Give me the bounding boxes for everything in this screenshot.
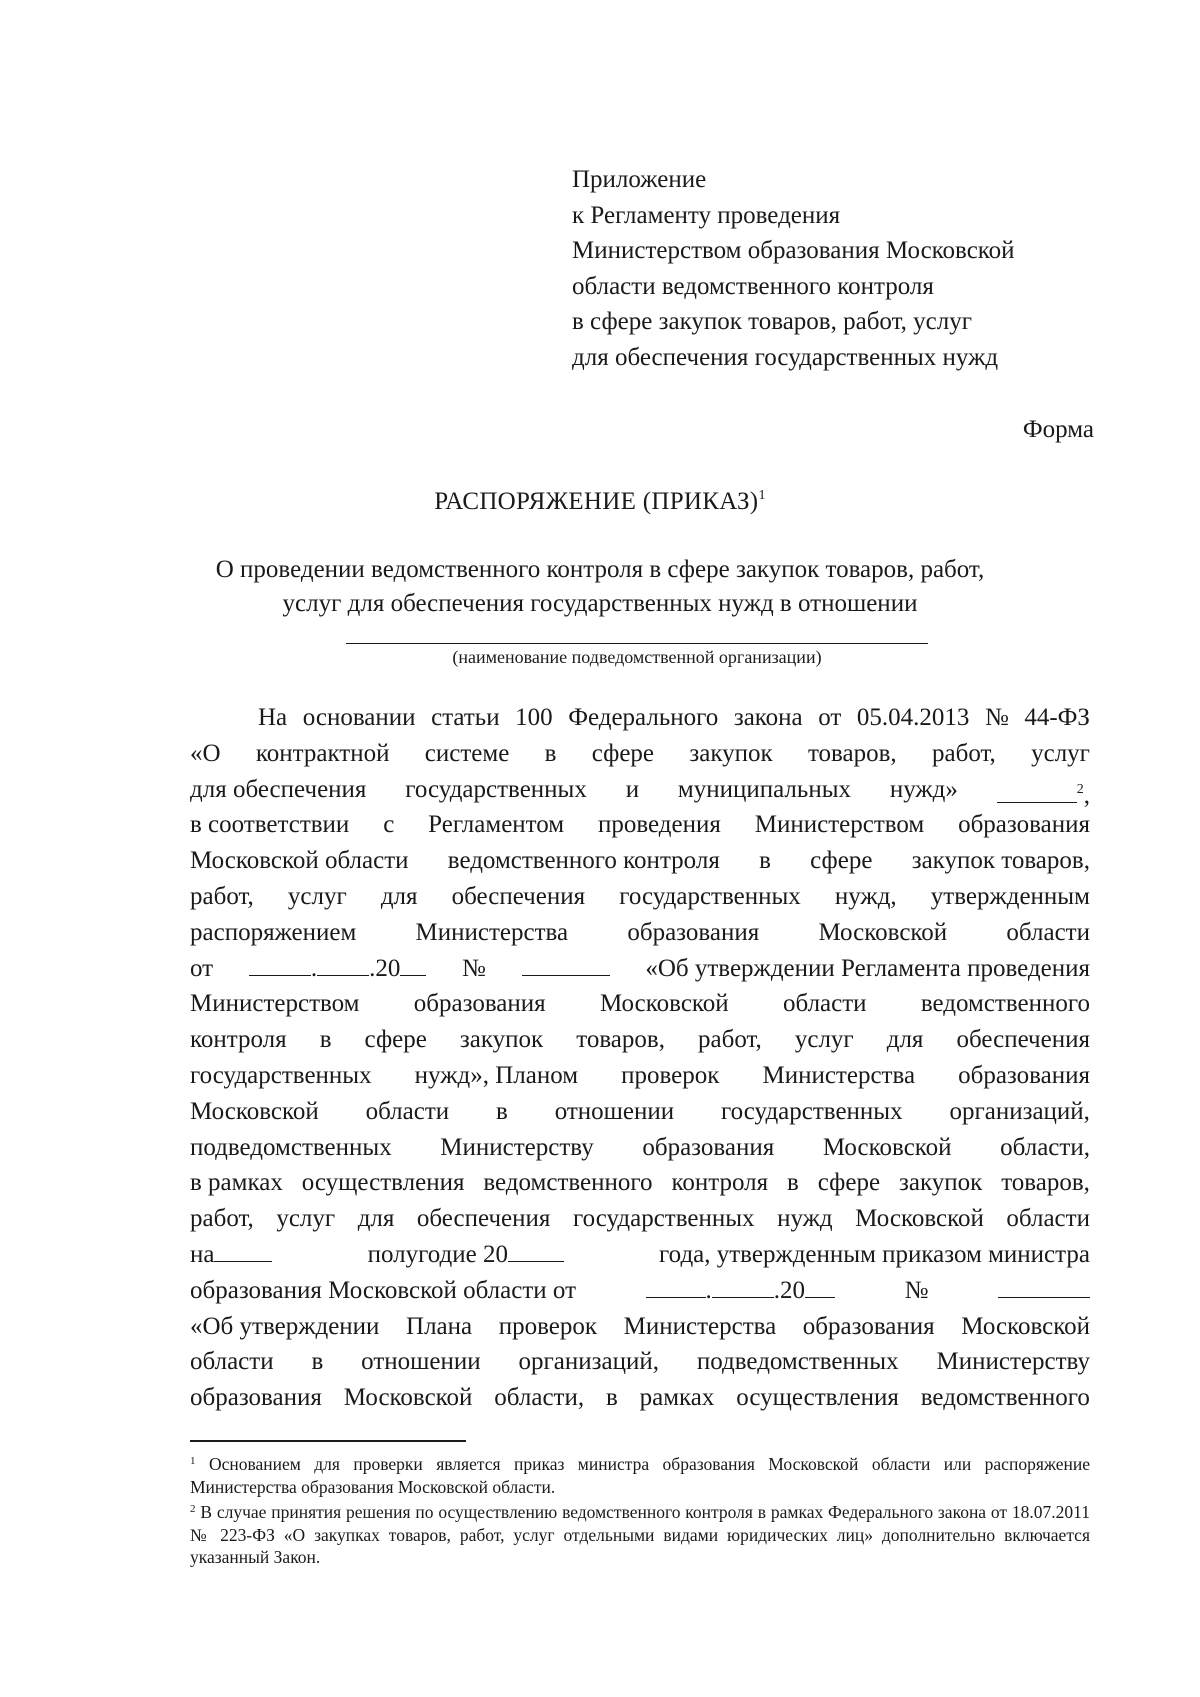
appendix-line: в сфере закупок товаров, работ, услуг bbox=[572, 308, 972, 335]
body-word: Регламентом bbox=[428, 811, 565, 839]
body-word: осуществления bbox=[301, 1169, 465, 1197]
body-word: Министерством bbox=[754, 811, 925, 839]
body-word: работ, bbox=[190, 1205, 254, 1233]
body-line bbox=[190, 700, 1090, 736]
body-word: «Об утверждении Регламента проведения bbox=[645, 954, 1090, 982]
body-line bbox=[190, 1309, 1090, 1345]
body-word: области, bbox=[1000, 1133, 1090, 1161]
body-word: сфере bbox=[591, 739, 655, 767]
body-word: для обеспечения bbox=[190, 775, 367, 803]
body-line bbox=[190, 1058, 1090, 1094]
period-blank: на bbox=[190, 1237, 272, 1273]
appendix-header bbox=[572, 162, 1092, 375]
body-word: контроля bbox=[190, 1026, 287, 1054]
number-blank bbox=[522, 951, 610, 987]
body-word: услуг bbox=[794, 1026, 854, 1054]
body-word: работ, bbox=[932, 739, 996, 767]
body-word: закупок bbox=[689, 739, 773, 767]
body-word: области bbox=[190, 1348, 274, 1376]
body-word: Федерального bbox=[568, 704, 719, 731]
appendix-line: области ведомственного контроля bbox=[572, 272, 934, 300]
appendix-line: к Регламенту проведения bbox=[572, 201, 841, 229]
appendix-line: для обеспечения государственных нужд bbox=[572, 343, 999, 371]
body-word: На bbox=[258, 704, 288, 731]
body-line bbox=[190, 915, 1090, 951]
body-word: с bbox=[383, 811, 395, 839]
date-blank: . .20 bbox=[646, 1273, 836, 1309]
footnotes bbox=[190, 1450, 1090, 1569]
body-word: сфере bbox=[817, 1169, 881, 1197]
body-line bbox=[190, 879, 1090, 915]
body-word: подведомственных bbox=[190, 1133, 392, 1161]
body-word: осуществления bbox=[736, 1384, 899, 1412]
body-line bbox=[190, 1022, 1090, 1058]
body-line bbox=[190, 1130, 1090, 1166]
body-word: государственных bbox=[405, 775, 587, 803]
body-word: подведомственных bbox=[696, 1348, 899, 1376]
body-word: года, утвержденным приказом министра bbox=[659, 1240, 1090, 1268]
body-word: образования bbox=[190, 1384, 322, 1412]
body-word: Московской области bbox=[190, 847, 409, 875]
body-word: Московской bbox=[855, 1205, 984, 1233]
body-word: ведомственного контроля bbox=[447, 847, 720, 875]
body-word: утвержденным bbox=[930, 882, 1090, 910]
subtitle-line: О проведении ведомственного контроля в сфере закупок товаров, работ, bbox=[215, 556, 985, 583]
body-word: нужд» bbox=[889, 775, 958, 803]
body-word: нужд, bbox=[834, 882, 897, 910]
body-word: от bbox=[818, 704, 842, 731]
body-word: отношении bbox=[554, 1097, 675, 1125]
body-line bbox=[190, 1094, 1090, 1130]
body-word: в bbox=[787, 1169, 799, 1197]
form-label: Форма bbox=[1022, 416, 1094, 443]
body-word: 05.04.2013 bbox=[856, 704, 970, 731]
body-word: государственных bbox=[572, 1205, 755, 1233]
blank-field bbox=[249, 953, 311, 976]
blank-field bbox=[712, 1275, 774, 1298]
body-word: отношении bbox=[361, 1348, 481, 1376]
body-line bbox=[190, 1344, 1090, 1380]
body-word: обеспечения bbox=[451, 882, 586, 910]
blank-field bbox=[646, 1275, 706, 1298]
document-subtitle bbox=[0, 553, 1200, 621]
body-word: «О bbox=[190, 739, 221, 767]
body-line bbox=[190, 843, 1090, 879]
body-word: Московской bbox=[818, 918, 948, 946]
footnote-number: 2 bbox=[190, 1503, 196, 1515]
body-line bbox=[190, 1201, 1090, 1237]
body-word: муниципальных bbox=[677, 775, 851, 803]
body-word: услуг bbox=[1031, 739, 1090, 767]
body-word: «Об утверждении bbox=[190, 1312, 380, 1340]
body-word: проверок bbox=[498, 1312, 598, 1340]
body-word: обеспечения bbox=[956, 1026, 1090, 1054]
body-word: закупок bbox=[898, 1169, 983, 1197]
body-word: контрактной bbox=[255, 739, 390, 767]
body-word: области, bbox=[494, 1384, 585, 1412]
body-word: товаров, bbox=[1001, 1169, 1090, 1197]
date-blank: . .20 bbox=[249, 951, 427, 987]
body-word: № bbox=[904, 1276, 929, 1304]
body-word: 100 bbox=[515, 704, 553, 731]
body-word: товаров, bbox=[576, 1026, 665, 1054]
blank-with-footnote: $^2$, bbox=[997, 772, 1090, 808]
footnote-number: 1 bbox=[190, 1455, 196, 1467]
blank-field bbox=[997, 780, 1077, 803]
body-line bbox=[190, 736, 1090, 772]
document-body bbox=[190, 700, 1090, 1416]
body-word: 44-ФЗ bbox=[1024, 704, 1090, 731]
body-word: организаций, bbox=[518, 1348, 659, 1376]
body-word: области bbox=[1006, 918, 1090, 946]
body-word: закона bbox=[733, 704, 803, 731]
body-line bbox=[190, 1165, 1090, 1201]
body-word: проведения bbox=[597, 811, 721, 839]
body-word: в bbox=[496, 1097, 508, 1125]
blank-field bbox=[508, 1239, 564, 1262]
body-word: работ, bbox=[190, 882, 254, 910]
footnote-ref: 1 bbox=[758, 488, 766, 503]
body-word: государственных bbox=[619, 882, 801, 910]
body-line bbox=[190, 1380, 1090, 1416]
body-word: Московской bbox=[822, 1133, 952, 1161]
body-word: услуг bbox=[276, 1205, 336, 1233]
body-word: в bbox=[319, 1026, 332, 1054]
body-word: области bbox=[1006, 1205, 1090, 1233]
body-line bbox=[190, 986, 1090, 1022]
body-word: рамках bbox=[639, 1384, 715, 1412]
body-word: сфере bbox=[364, 1026, 427, 1054]
body-word: статьи bbox=[431, 704, 500, 731]
body-word: и bbox=[625, 775, 640, 803]
body-word: образования bbox=[802, 1312, 935, 1340]
document-title-text: РАСПОРЯЖЕНИЕ (ПРИКАЗ) bbox=[434, 488, 759, 515]
body-word: для bbox=[886, 1026, 924, 1054]
body-word: для bbox=[357, 1205, 395, 1233]
body-word: Министерству bbox=[440, 1133, 594, 1161]
body-word: образования bbox=[958, 811, 1090, 839]
blank-field bbox=[805, 1275, 835, 1298]
footnote-text: В случае принятия решения по осуществлению ведомственного контроля в рамках Федерального закона от 18.07.2011 № 223-ФЗ «О закупках товаров, работ, услуг отдельными видами юридических лиц» дополнительно включается указанный Закон. bbox=[190, 1502, 1090, 1567]
body-word: в рамках bbox=[190, 1169, 283, 1197]
appendix-line: Приложение bbox=[572, 166, 707, 193]
blank-field bbox=[214, 1239, 272, 1262]
body-word: Московской bbox=[190, 1097, 319, 1125]
body-word: области bbox=[782, 990, 867, 1018]
footnote-text: Основанием для проверки является приказ министра образования Московской области или распоряжение Министерства образования Московской области. bbox=[190, 1454, 1090, 1497]
body-word: нужд», Планом bbox=[414, 1061, 579, 1089]
body-word: в bbox=[759, 847, 771, 875]
organization-caption: (наименование подведомственной организации) bbox=[452, 647, 822, 667]
body-word: образования bbox=[642, 1133, 775, 1161]
footnote-ref: 2 bbox=[1076, 781, 1084, 797]
body-word: организаций, bbox=[949, 1097, 1090, 1125]
body-word: контроля bbox=[671, 1169, 769, 1197]
body-word: Московской bbox=[961, 1312, 1090, 1340]
body-word: Министерства bbox=[623, 1312, 777, 1340]
body-word: ведомственного bbox=[920, 990, 1090, 1018]
body-word: в bbox=[605, 1384, 618, 1412]
body-word: товаров, bbox=[807, 739, 897, 767]
body-word: в bbox=[311, 1348, 324, 1376]
document-title bbox=[0, 488, 1200, 516]
body-line bbox=[190, 951, 1090, 987]
blank-field bbox=[998, 1275, 1090, 1298]
body-word: образования bbox=[627, 918, 760, 946]
number-blank bbox=[998, 1273, 1090, 1309]
body-word: Министерства bbox=[762, 1061, 916, 1089]
half-year-blank: полугодие 20 bbox=[368, 1237, 564, 1273]
body-line bbox=[190, 772, 1090, 808]
blank-field bbox=[400, 953, 426, 976]
body-word: работ, bbox=[698, 1026, 762, 1054]
body-word: нужд bbox=[777, 1205, 833, 1233]
footnote-1 bbox=[190, 1450, 1090, 1498]
body-word: № bbox=[984, 704, 1009, 731]
body-word: государственных bbox=[721, 1097, 903, 1125]
body-word: в соответствии bbox=[190, 811, 350, 839]
body-word: образования Московской области от bbox=[190, 1276, 576, 1304]
body-word: услуг bbox=[287, 882, 347, 910]
appendix-line: Министерством образования Московской bbox=[572, 237, 1015, 264]
blank-field bbox=[522, 953, 610, 976]
body-word: в bbox=[544, 739, 557, 767]
body-word: Московской bbox=[599, 990, 729, 1018]
body-word: системе bbox=[424, 739, 510, 767]
body-word: распоряжением bbox=[190, 918, 357, 946]
body-word: закупок товаров, bbox=[911, 847, 1090, 875]
body-word: № bbox=[462, 954, 486, 982]
body-line bbox=[190, 1237, 1090, 1273]
body-word: сфере bbox=[810, 847, 873, 875]
body-word: для bbox=[380, 882, 418, 910]
body-word: основании bbox=[302, 704, 416, 731]
body-line bbox=[190, 807, 1090, 843]
body-word: образования bbox=[413, 990, 546, 1018]
body-word: Министерству bbox=[936, 1348, 1090, 1376]
body-word: Московской bbox=[343, 1384, 473, 1412]
body-word: проверок bbox=[621, 1061, 720, 1089]
body-word: Плана bbox=[406, 1312, 473, 1340]
body-word: Министерства bbox=[415, 918, 569, 946]
body-word: обеспечения bbox=[416, 1205, 551, 1233]
body-word: области bbox=[365, 1097, 450, 1125]
body-word: ведомственного bbox=[920, 1384, 1090, 1412]
body-word: Министерством bbox=[190, 990, 360, 1018]
body-word: ведомственного bbox=[483, 1169, 653, 1197]
organization-blank-line bbox=[346, 643, 928, 644]
footnote-2 bbox=[190, 1498, 1090, 1569]
body-word: образования bbox=[958, 1061, 1090, 1089]
footnote-separator bbox=[190, 1440, 466, 1442]
body-word: от bbox=[190, 954, 214, 982]
body-line bbox=[190, 1273, 1090, 1309]
blank-field bbox=[317, 953, 369, 976]
body-word: государственных bbox=[190, 1061, 372, 1089]
subtitle-line: услуг для обеспечения государственных нужд в отношении bbox=[282, 590, 918, 617]
body-word: закупок bbox=[459, 1026, 544, 1054]
